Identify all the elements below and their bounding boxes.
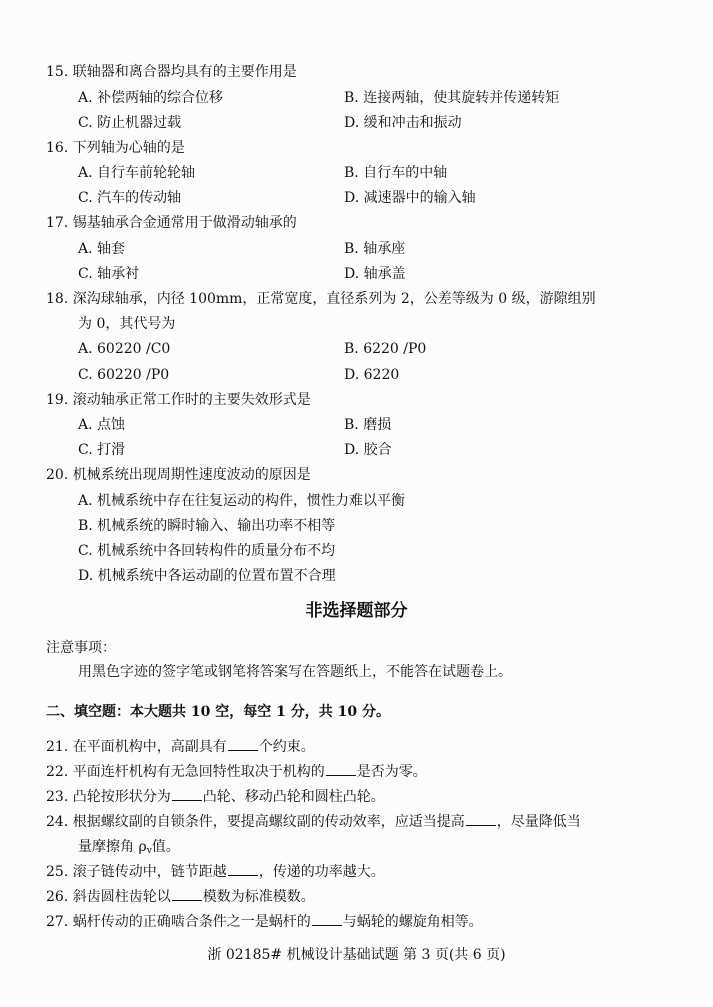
question-19-option-d: D. 胶合: [344, 442, 392, 458]
question-19-option-c: C. 打滑: [78, 442, 126, 458]
answer-blank: [228, 863, 258, 876]
question-18-option-c: C. 60220 /P0: [78, 367, 170, 383]
page-footer: 浙 02185# 机械设计基础试题 第 3 页(共 6 页): [207, 947, 506, 963]
notice-label: 注意事项：: [46, 640, 116, 656]
question-20-option-b: B. 机械系统的瞬时输入、输出功率不相等: [78, 518, 336, 534]
question-20-option-c: C. 机械系统中各回转构件的质量分布不均: [78, 543, 336, 559]
question-23-post: 凸轮、移动凸轮和圆柱凸轮。: [202, 789, 385, 805]
question-24-post: ，尽量降低当: [496, 814, 581, 830]
answer-blank: [228, 738, 258, 751]
answer-blank: [172, 788, 202, 801]
question-18-option-b: B. 6220 /P0: [344, 341, 427, 357]
answer-blank: [172, 888, 202, 901]
question-15-stem: 15. 联轴器和离合器均具有的主要作用是: [46, 64, 297, 80]
question-16-option-c: C. 汽车的传动轴: [78, 190, 182, 206]
question-18-option-d: D. 6220: [344, 367, 400, 383]
question-25-post: ，传递的功率越大。: [258, 864, 385, 880]
question-24-pre: 24. 根据螺纹副的自锁条件，要提高螺纹副的传动效率，应适当提高: [46, 814, 465, 830]
question-27-pre: 27. 蜗杆传动的正确啮合条件之一是蜗杆的: [46, 914, 311, 930]
question-24-line2: [78, 838, 180, 860]
question-15-option-c: C. 防止机器过载: [78, 115, 182, 131]
question-16-option-a: A. 自行车前轮轮轴: [78, 165, 196, 181]
answer-blank: [312, 913, 342, 926]
question-21-pre: 21. 在平面机构中，高副具有: [46, 739, 227, 755]
question-21-post: 个约束。: [258, 739, 315, 755]
question-27: [46, 913, 483, 931]
question-22-pre: 22. 平面连杆机构有无急回特性取决于机构的: [46, 764, 325, 780]
question-20-option-a: A. 机械系统中存在往复运动的构件，惯性力难以平衡: [78, 493, 406, 509]
question-23-pre: 23. 凸轮按形状分为: [46, 789, 171, 805]
part2-title: 二、填空题：本大题共 10 空，每空 1 分，共 10 分。: [46, 704, 390, 720]
question-19-stem: 19. 滚动轴承正常工作时的主要失效形式是: [46, 392, 311, 408]
question-18-stem-line1: 18. 深沟球轴承，内径 100mm，正常宽度，直径系列为 2，公差等级为 0 级，游隙组别: [46, 291, 596, 307]
notice-text: 用黑色字迹的签字笔或钢笔将答案写在答题纸上，不能答在试题卷上。: [78, 664, 512, 680]
question-22: [46, 763, 427, 781]
question-17-option-b: B. 轴承座: [344, 241, 406, 257]
question-21: [46, 738, 315, 756]
question-18-stem-line2: 为 0，其代号为: [78, 316, 176, 332]
question-17-option-a: A. 轴套: [78, 241, 126, 257]
question-20-stem: 20. 机械系统出现周期性速度波动的原因是: [46, 467, 311, 483]
question-26-pre: 26. 斜齿圆柱齿轮以: [46, 889, 171, 905]
question-17-option-d: D. 轴承盖: [344, 266, 406, 282]
question-18-option-a: A. 60220 /C0: [78, 341, 171, 357]
question-24: [46, 813, 581, 831]
question-15-option-b: B. 连接两轴，使其旋转并传递转矩: [344, 90, 560, 106]
question-24-line2-pre: 量摩擦角 ρ: [78, 839, 147, 855]
question-22-post: 是否为零。: [356, 764, 427, 780]
question-19-option-b: B. 磨损: [344, 417, 392, 433]
question-25-pre: 25. 滚子链传动中，链节距越: [46, 864, 227, 880]
question-26: [46, 888, 315, 906]
question-17-stem: 17. 锡基轴承合金通常用于做滑动轴承的: [46, 215, 297, 231]
question-15-option-a: A. 补偿两轴的综合位移: [78, 90, 224, 106]
answer-blank: [466, 813, 496, 826]
question-16-option-d: D. 减速器中的输入轴: [344, 190, 476, 206]
question-26-post: 模数为标准模数。: [202, 889, 315, 905]
question-17-option-c: C. 轴承衬: [78, 266, 140, 282]
question-25: [46, 863, 385, 881]
question-19-option-a: A. 点蚀: [78, 417, 126, 433]
question-16-option-b: B. 自行车的中轴: [344, 165, 448, 181]
question-24-line2-sub: v: [146, 846, 152, 856]
question-23: [46, 788, 385, 806]
question-27-post: 与蜗轮的螺旋角相等。: [342, 914, 483, 930]
answer-blank: [326, 763, 356, 776]
question-20-option-d: D. 机械系统中各运动副的位置布置不合理: [78, 568, 336, 584]
question-24-line2-post: 值。: [151, 839, 180, 855]
section-title: 非选择题部分: [305, 601, 408, 621]
question-16-stem: 16. 下列轴为心轴的是: [46, 140, 185, 156]
question-15-option-d: D. 缓和冲击和振动: [344, 115, 462, 131]
